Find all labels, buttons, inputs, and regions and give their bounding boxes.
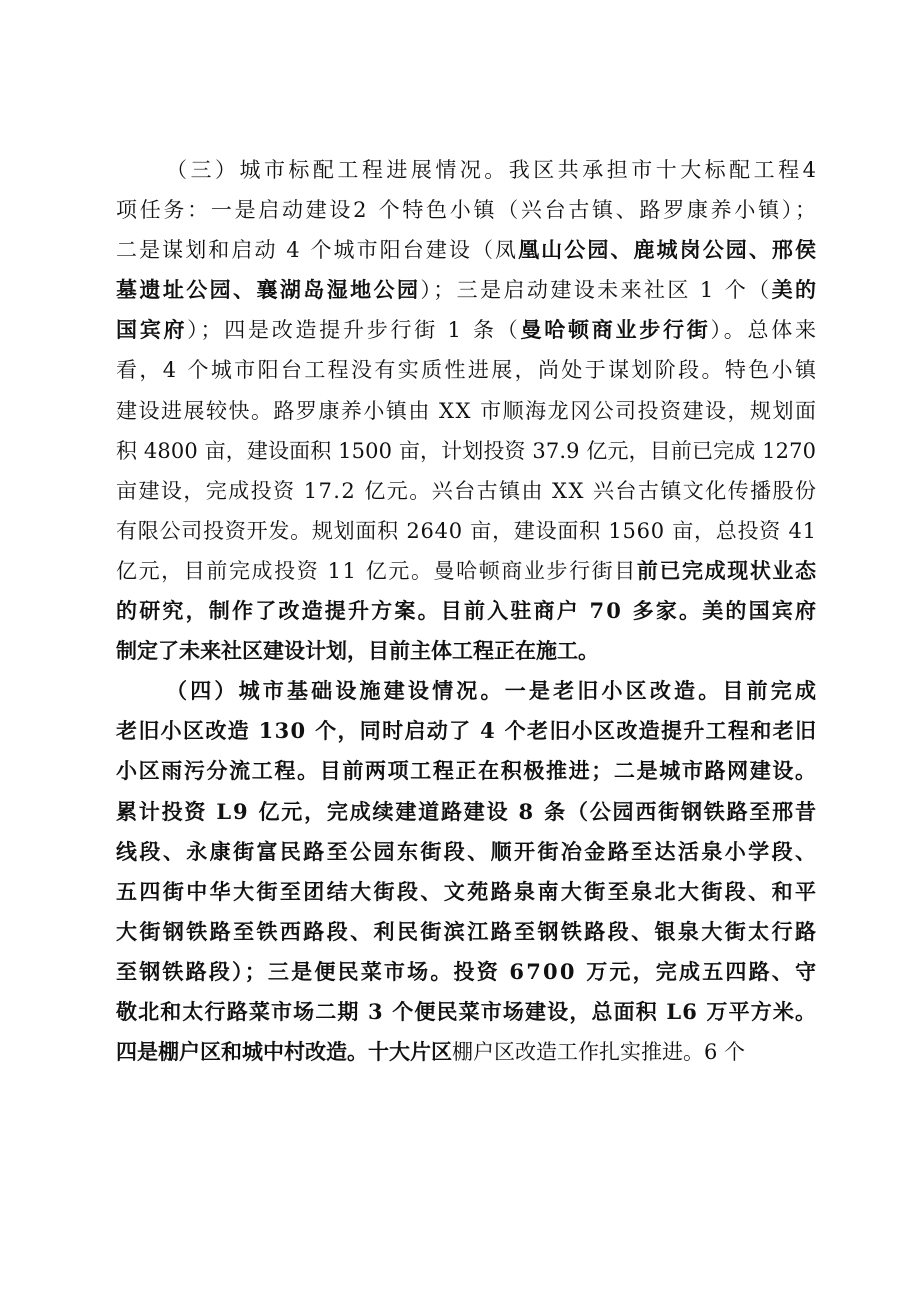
text-line [116,591,819,631]
text-run: 亩建设，完成投资 17.2 亿元。兴台古镇由 XX 兴台古镇文化传播股份 [116,478,818,503]
line-content [116,591,818,631]
body-text [116,150,820,1072]
bold-text-run: 五四街中华大街至团结大街段、文苑路泉南大街至泉北大街段、和平 [116,878,819,904]
bold-text-run: 制定了未来社区建设计划，目前主体工程正在施工。 [116,638,599,664]
line-content [116,431,816,471]
text-run: （三）城市标配工程进展情况。我区共承担市十大标配工程 [166,158,803,182]
bold-text-run: 美的 [771,277,819,303]
text-line [116,751,816,791]
text-run: ）；三是启动建设未来社区 1 个（ [420,278,772,303]
line-content [166,150,819,190]
line-content [116,631,599,671]
bold-text-run: ）；三是便民菜市场。投资 6700 万元，完成五四路、守 [232,958,819,984]
line-content [116,270,818,310]
bold-text-run: 前已完成现状业态 [636,557,818,583]
line-content [116,792,818,832]
text-line [116,992,816,1032]
text-line [116,631,816,671]
line-content [116,832,818,872]
text-line [116,551,816,591]
line-content [116,751,818,791]
bold-text-run: 累计投资 L9 亿元，完成续建道路建设 8 条（公园西街钢铁路至邢昔 [116,798,818,824]
line-content [116,711,817,751]
text-line [116,310,819,350]
text-line [116,150,820,190]
line-content [116,912,818,952]
bold-text-run: 的研究，制作了改造提升方案。目前入驻商户 70 多家。美的国宾府 [116,598,819,624]
bold-text-run: 国宾府 [116,317,188,343]
text-run: 看，4 个城市阳台工程没有实质性进展，尚处于谋划阶段。特色小镇 [116,358,819,383]
text-run: ）。总体来 [710,318,819,343]
bold-text-run: 曼哈顿商业步行街 [520,317,711,343]
text-run: ）；四是改造提升步行街 1 条（ [187,318,521,343]
line-content [116,230,818,270]
text-line [116,230,819,270]
line-content [116,391,818,431]
text-line [116,1032,816,1072]
line-content [116,511,817,551]
text-run: 有限公司投资开发。规划面积 2640 亩，建设面积 1560 亩，总投资 41 [116,518,817,543]
text-line [116,190,819,230]
text-run: 建设进展较快。路罗康养小镇由 XX 市顺海龙冈公司投资建设，规划面 [116,398,818,423]
text-line [116,350,819,390]
text-line [116,511,816,551]
line-content [116,190,819,230]
line-content [116,551,818,591]
text-line [116,792,816,832]
bold-text-run: 至钢铁路段 [116,958,233,984]
text-line [116,952,819,992]
text-line [116,832,819,872]
text-line [116,872,819,912]
text-run: 积 4800 亩，建设面积 1500 亩，计划投资 37.9 亿元，目前已完成 1270 [116,438,817,463]
line-content [116,310,819,350]
text-line [116,671,820,711]
text-run: 亿元，目前完成投资 11 亿元。曼哈顿商业步行街目 [116,558,637,583]
bold-text-run: 墓遗址公园、襄湖岛湿地公园 [116,277,421,303]
bold-text-run: （四）城市基础设施建设情况。一是老旧小区改造。目前完成 [166,678,820,704]
line-content [116,992,817,1032]
line-content [116,350,818,390]
text-run: 2 个特色小镇（兴台古镇、路罗康养小镇）； [353,198,819,223]
text-line [116,471,816,511]
line-content [116,1032,745,1072]
bold-text-run: 大街钢铁路至铁西路段、利民街滨江路至钢铁路段、银泉大街太行路 [116,918,819,944]
bold-text-run: 敬北和太行路菜市场二期 3 个便民菜市场建设，总面积 L6 万平方米。 [116,998,818,1024]
text-line [116,711,816,751]
text-line [116,912,819,952]
line-content [116,952,818,992]
text-line [116,270,819,310]
line-content [116,872,818,912]
text-run: 4 [802,158,820,182]
text-run: 二是谋划和启动 4 个城市阳台建设（凤 [116,238,519,263]
bold-text-run: 老旧小区改造 130 个，同时启动了 4 个老旧小区改造提升工程和老旧 [116,718,818,744]
line-content [116,471,817,511]
bold-text-run: 小区雨污分流工程。目前两项工程正在积极推进；二是城市路网建设。 [116,758,818,784]
bold-text-run: 凰山公园、鹿城岗公园、邢侯 [518,237,819,263]
line-content [166,671,819,711]
text-run: 棚户区改造工作扎实推进。6 个 [452,1040,746,1065]
bold-text-run: 线段、永康街富民路至公园东街段、顺开街冶金路至达活泉小学段、 [116,838,819,864]
bold-text-run: 四是棚户区和城中村改造。十大片区 [116,1039,452,1065]
text-line [116,391,816,431]
text-line [116,431,816,471]
text-run: 项任务：一是启动建设 [116,198,354,223]
